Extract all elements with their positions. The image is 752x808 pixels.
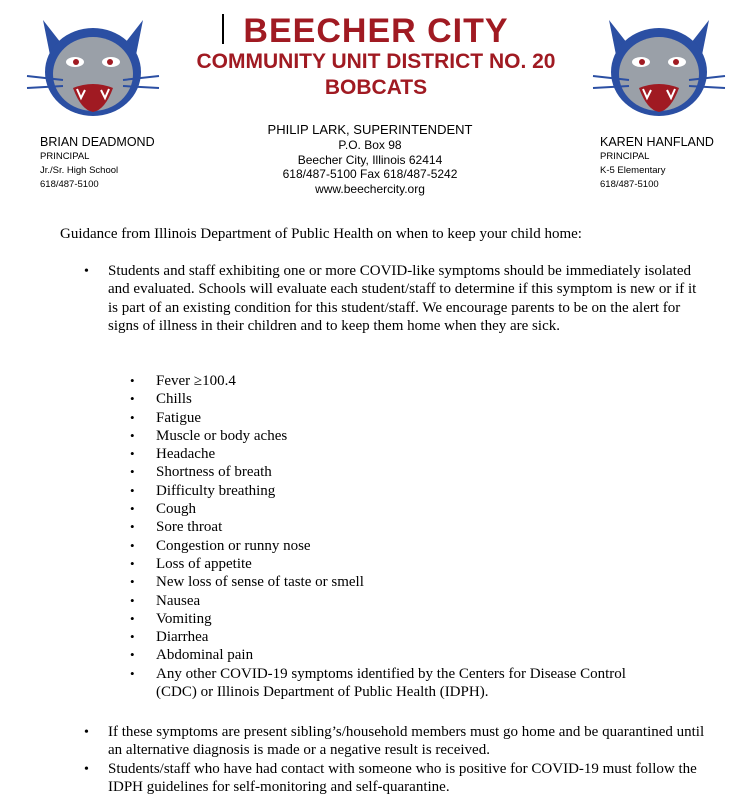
symptom-item — [130, 537, 656, 555]
phone-fax: 618/487-5100 Fax 618/487-5242 — [282, 167, 458, 181]
bullet-marker: • — [130, 446, 135, 462]
symptom-item — [130, 573, 656, 591]
symptom-item — [130, 463, 656, 481]
symptom-list — [130, 372, 656, 701]
po-box: P.O. Box 98 — [338, 138, 402, 152]
symptom-item — [130, 665, 656, 702]
symptom-item — [130, 409, 656, 427]
symptom-text: Any other COVID-19 symptoms identified by the Centers for Disease Control (CDC) or Illinois Department of Public Health (IDPH). — [156, 665, 626, 701]
principal-name: KAREN HANFLAND — [600, 135, 714, 149]
bullet-marker: • — [130, 464, 135, 480]
intro-paragraph: Guidance from Illinois Department of Public Health on when to keep your child home: — [60, 226, 582, 242]
symptom-text: Chills — [156, 391, 192, 408]
symptom-item — [130, 500, 656, 518]
superintendent-name: PHILIP LARK, SUPERINTENDENT — [267, 122, 473, 137]
symptom-text: Fatigue — [156, 409, 201, 426]
letterhead-title: BEECHER CITY — [243, 12, 509, 50]
district-name: COMMUNITY UNIT DISTRICT NO. 20 — [196, 50, 556, 73]
household-paragraph: If these symptoms are present sibling’s/household members must go home and be quarantined until an alternative diagnosis is made or a negative result is received. — [108, 724, 705, 759]
principal-title: PRINCIPAL — [40, 151, 90, 162]
bullet-marker: • — [130, 427, 135, 443]
symptom-text: Sore throat — [156, 519, 223, 536]
guidance-paragraph: Students and staff exhibiting one or more COVID-like symptoms should be immediately isolated and evaluated. Schools will evaluate each student/staff to determine if this symptom is new or if it is part of an existing condition for this student/staff. We encourage parents to be on the alert for signs of illness in their children and to keep them home when they are sick. — [108, 263, 697, 334]
symptom-text: Congestion or runny nose — [156, 537, 311, 554]
bullet-marker: • — [130, 629, 135, 645]
bullet-marker: • — [130, 555, 135, 571]
bullet-marker: • — [130, 647, 135, 663]
symptom-text: Nausea — [156, 592, 201, 609]
symptom-item — [130, 390, 656, 408]
symptom-item — [130, 427, 656, 445]
symptom-text: Muscle or body aches — [156, 427, 288, 444]
website-link[interactable]: www.beechercity.org — [315, 181, 425, 196]
bullet-marker: • — [130, 409, 135, 425]
bullet-marker: • — [130, 501, 135, 517]
principal-name: BRIAN DEADMOND — [40, 135, 155, 149]
bullet-marker: • — [130, 574, 135, 590]
symptom-item — [130, 445, 656, 463]
mascot-name: BOBCATS — [324, 76, 428, 99]
symptom-text: Shortness of breath — [156, 464, 272, 481]
right-contact-block — [600, 135, 714, 192]
bullet-marker: • — [130, 482, 135, 498]
symptom-text: Loss of appetite — [156, 555, 252, 572]
symptom-text: Abdominal pain — [156, 647, 254, 664]
school-name: K-5 Elementary — [600, 165, 666, 176]
symptom-item — [130, 628, 656, 646]
symptom-text: New loss of sense of taste or smell — [156, 574, 364, 591]
symptom-text: Cough — [156, 501, 197, 518]
symptom-text: Difficulty breathing — [156, 482, 276, 499]
bullet-marker: • — [84, 762, 89, 777]
bullet-marker: • — [130, 391, 135, 407]
phone-number: 618/487-5100 — [40, 179, 99, 190]
symptom-item — [130, 592, 656, 610]
contact-paragraph: Students/staff who have had contact with someone who is positive for COVID-19 must follow the IDPH guidelines for self-monitoring and self-quarantine. — [108, 761, 697, 796]
symptom-text: Headache — [156, 446, 216, 463]
symptom-item — [130, 646, 656, 664]
phone-number: 618/487-5100 — [600, 179, 659, 190]
city-address: Beecher City, Illinois 62414 — [297, 152, 443, 167]
symptom-item — [130, 610, 656, 628]
symptom-item — [130, 555, 656, 573]
bullet-marker: • — [130, 592, 135, 608]
school-name: Jr./Sr. High School — [40, 165, 119, 176]
symptom-item — [130, 372, 656, 390]
bullet-marker: • — [130, 537, 135, 553]
bullet-marker: • — [130, 373, 135, 388]
bullet-marker: • — [84, 725, 89, 740]
bullet-marker: • — [130, 519, 135, 535]
principal-title: PRINCIPAL — [600, 151, 650, 162]
symptom-text: Fever ≥100.4 — [156, 373, 236, 389]
symptom-item — [130, 518, 656, 536]
symptom-text: Diarrhea — [156, 629, 209, 646]
symptom-item — [130, 482, 656, 500]
bullet-marker: • — [130, 665, 135, 681]
bullet-marker: • — [84, 264, 89, 279]
bullet-marker: • — [130, 610, 135, 626]
symptom-text: Vomiting — [156, 610, 212, 627]
